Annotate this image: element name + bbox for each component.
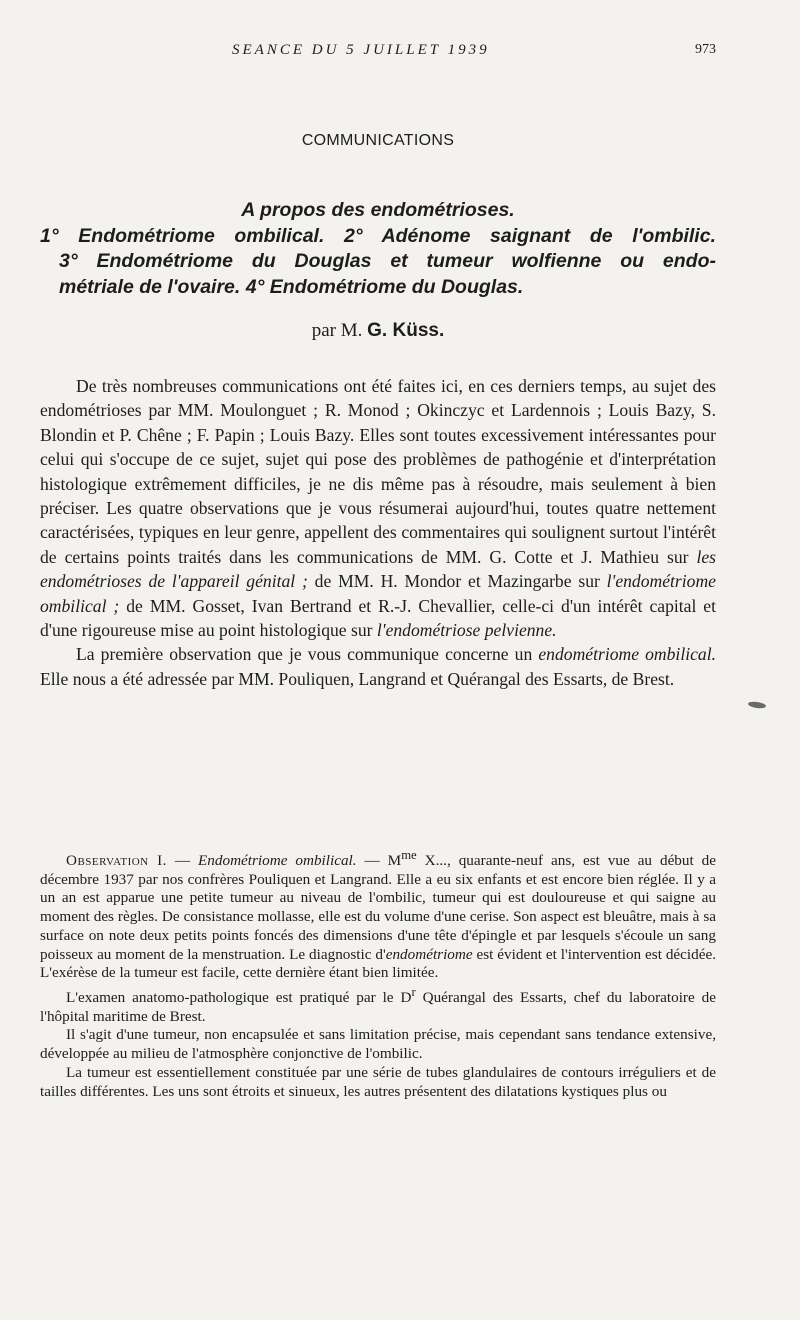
observation-block: [40, 846, 716, 1101]
running-head: [40, 42, 716, 62]
p1-text-c: de MM. Gosset, Ivan Bertrand et R.-J. Chevallier, celle-ci d'un intérêt capital et d'une rigoureuse mise au point histologique sur: [40, 595, 717, 641]
title-line-2: 1° Endométriome ombilical. 2° Adénome saignant de l'ombilic.: [40, 224, 716, 247]
observation-p2-a: L'examen anatomo-pathologique est pratiqué par le D: [66, 989, 412, 1007]
observation-paragraph-2: [40, 983, 716, 1026]
dr-superscript: r: [411, 984, 416, 999]
author-prefix: par M.: [311, 320, 368, 341]
p1-italic-b: l'endométriome ombilical ;: [40, 571, 716, 616]
author-name: G. Küss.: [367, 320, 445, 341]
p2-text-b: Elle nous a été adressée par MM. Pouliquen, Langrand et Quérangal des Essarts, de Brest.: [40, 668, 675, 689]
title-line-4: métriale de l'ovaire. 4° Endométriome du Douglas.: [59, 275, 524, 298]
p1-italic-a: les endométrioses de l'appareil génital ;: [40, 546, 716, 592]
observation-text-1: X..., quarante-neuf ans, est vue au début de décembre 1937 par nos confrères Pouliquen et Langrand. Elle a eu six enfants et est encore bien réglée. Il y a un an est apparue une petite tumeur au niveau de l'ombilic, tumeur qui est douloureuse et qui saigne au moment des règles. De consistance mollasse, elle est du volume d'une cerise. Son aspect est bleuâtre, mais à sa surface on note deux petits points foncés des dimensions d'une tête d'épingle et par lesquels s'écoule un sang poisseux au moment de la menstruation. Le diagnostic d': [40, 852, 717, 963]
observation-text-2: est évident et l'intervention est décidée. L'exérèse de la tumeur est facile, cette dernière étant bien limitée.: [40, 945, 716, 982]
observation-paragraph-3: Il s'agit d'une tumeur, non encapsulée et sans limitation précise, mais cependant sans tendance extensive, développée au milieu de l'atmosphère conjonctive de l'ombilic.: [40, 1026, 716, 1063]
page-number: 973: [695, 42, 716, 57]
title-line-3: 3° Endométriome du Douglas et tumeur wolfienne ou endo-: [59, 250, 716, 272]
p1-italic-c: l'endométriose pelvienne.: [376, 620, 557, 641]
mme-superscript: me: [401, 848, 417, 862]
body-text: [40, 374, 716, 691]
article-title: [40, 198, 716, 300]
observation-paragraph-1: [40, 846, 716, 983]
p1-text-a: De très nombreuses communications ont été faites ici, en ces derniers temps, au sujet des endométrioses par MM. Moulonguet ; R. Monod ; Okinczyc et Lardennois ; Louis Bazy, S. Blondin et P. Chêne ; F. Papin ; Louis Bazy. Elles sont toutes excessivement intéressantes pour celui qui s'occupe de ce sujet, sujet qui pose des problèmes de pathogénie et d'interprétation histologique extrêmement difficiles, je ne dis même pas à résoudre, mais seulement à bien préciser. Les quatre observations que je vous résumerai aujourd'hui, toutes quatre nettement caractérisées, typiques en leur genre, appellent des commentaires qui soulignent surtout l'intérêt de certains points traités dans les communications de MM. G. Cotte et J. Mathieu sur: [40, 376, 716, 567]
p1-text-b: de MM. H. Mondor et Mazingarbe sur: [307, 571, 607, 592]
observation-title: Endométriome ombilical.: [198, 852, 357, 870]
p2-italic: endométriome ombilical.: [538, 644, 716, 665]
observation-dash-1: —: [166, 852, 199, 870]
paragraph-2: [40, 642, 716, 691]
p2-text-a: La première observation que je vous communique concerne un: [76, 644, 539, 665]
section-title: COMMUNICATIONS: [301, 132, 455, 149]
observation-paragraph-4: La tumeur est essentiellement constituée par une série de tubes glandulaires de contours irréguliers et de tailles différentes. Les uns sont étroits et sinueux, les autres présentent des dilatations kystiques plus ou: [40, 1063, 716, 1100]
margin-ink-mark: [748, 701, 767, 709]
observation-italic-term: endométriome: [385, 945, 473, 963]
observation-dash-2: — M: [356, 852, 402, 870]
paragraph-1: [40, 374, 716, 642]
observation-label: Observation I.: [66, 852, 167, 870]
title-line-1: A propos des endométrioses.: [241, 199, 515, 221]
running-title: SEANCE DU 5 JUILLET 1939: [232, 42, 490, 58]
author-line: [40, 320, 716, 342]
observation-p2-b: Quérangal des Essarts, chef du laboratoire de l'hôpital maritime de Brest.: [40, 989, 716, 1025]
